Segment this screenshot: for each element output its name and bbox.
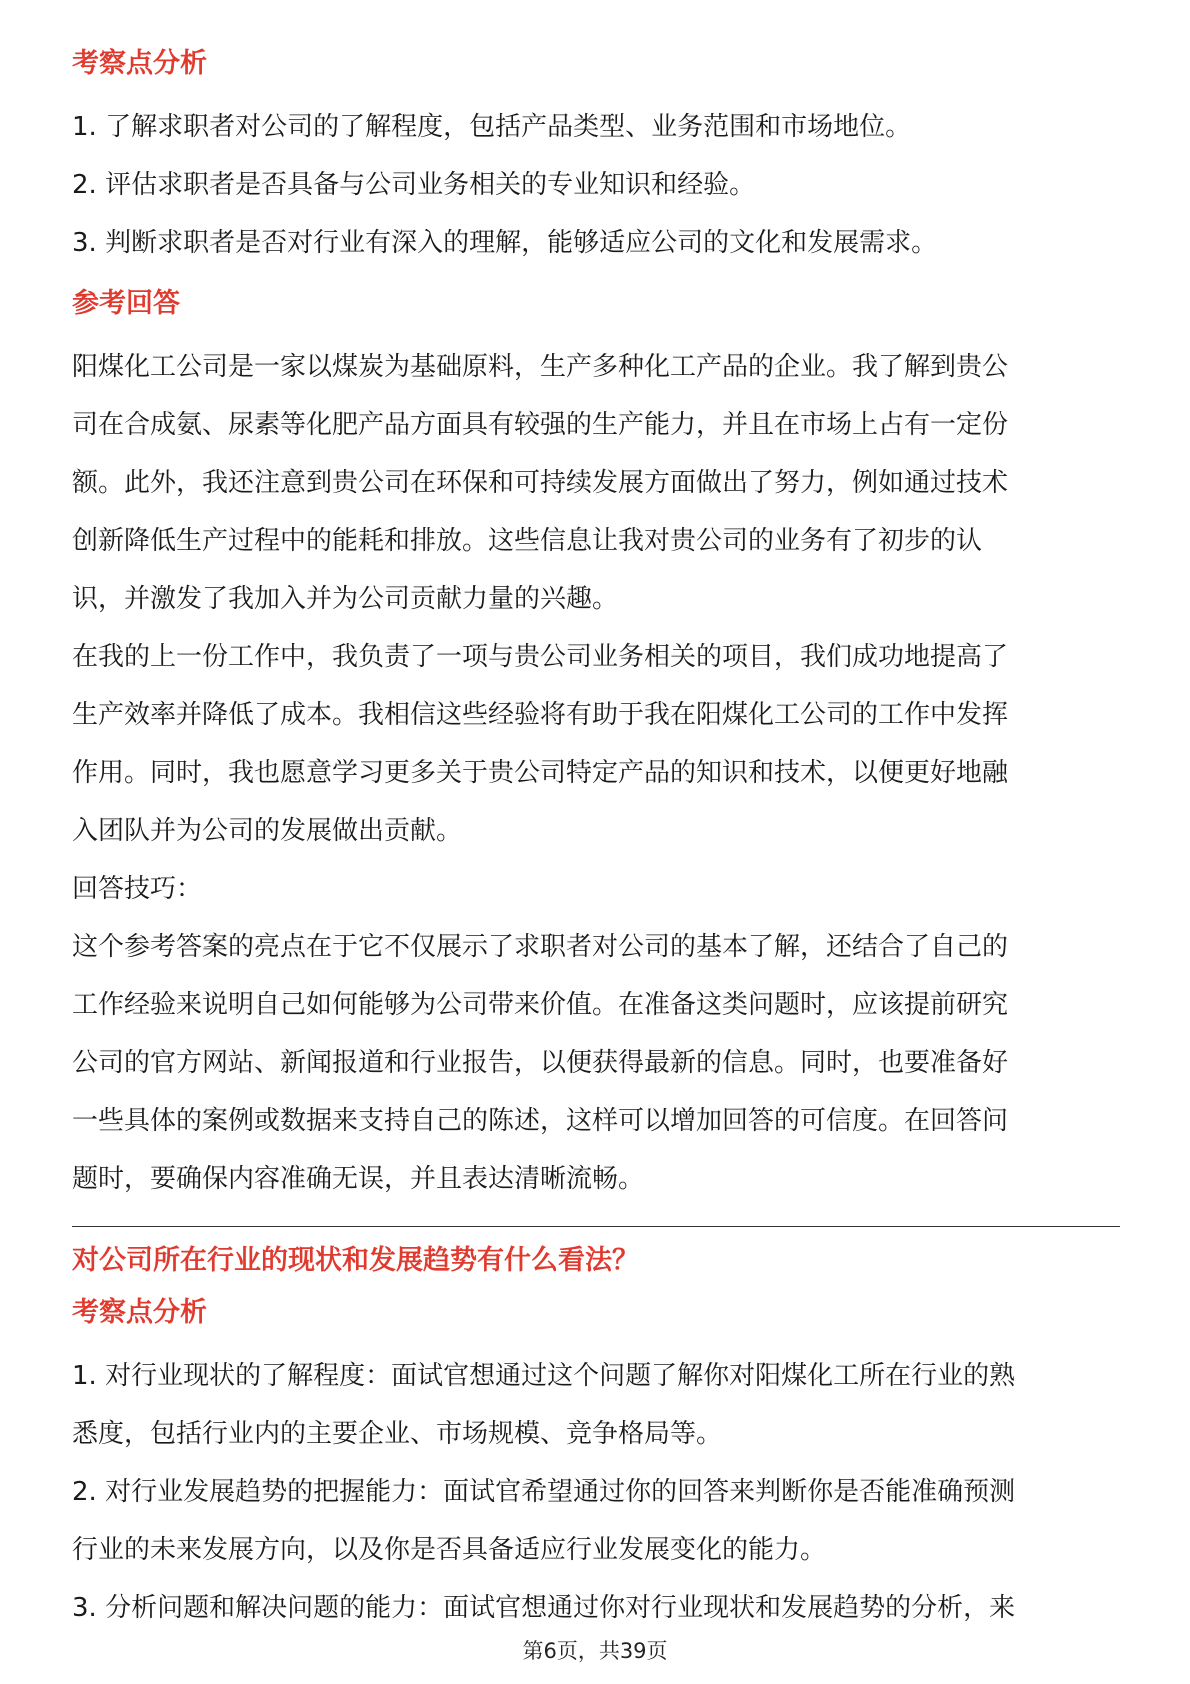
text-line: 公司的官方网站、新闻报道和行业报告，以便获得最新的信息。同时，也要准备好 xyxy=(72,1048,1009,1078)
answer-paragraph-1 xyxy=(72,338,1120,628)
text-line: 创新降低生产过程中的能耗和排放。这些信息让我对贵公司的业务有了初步的认 xyxy=(72,526,983,556)
text-line: 一些具体的案例或数据来支持自己的陈述，这样可以增加回答的可信度。在回答问 xyxy=(72,1106,1009,1136)
analysis-item-2: 2. 评估求职者是否具备与公司业务相关的专业知识和经验。 xyxy=(72,170,756,200)
answer-paragraph-2 xyxy=(72,628,1120,860)
tips-paragraph xyxy=(72,918,1120,1208)
document-body xyxy=(72,44,1120,1637)
text-line: 工作经验来说明自己如何能够为公司带来价值。在准备这类问题时，应该提前研究 xyxy=(72,990,1009,1020)
text-line: 这个参考答案的亮点在于它不仅展示了求职者对公司的基本了解，还结合了自己的 xyxy=(72,932,1009,962)
text-line: 2. 对行业发展趋势的把握能力：面试官希望通过你的回答来判断你是否能准确预测 xyxy=(72,1477,1016,1507)
question-heading: 对公司所在行业的现状和发展趋势有什么看法？ xyxy=(72,1245,639,1276)
text-line: 额。此外，我还注意到贵公司在环保和可持续发展方面做出了努力，例如通过技术 xyxy=(72,468,1009,498)
section-divider xyxy=(72,1226,1120,1227)
text-line: 题时，要确保内容准确无误，并且表达清晰流畅。 xyxy=(72,1164,645,1194)
text-line: 生产效率并降低了成本。我相信这些经验将有助于我在阳煤化工公司的工作中发挥 xyxy=(72,700,1009,730)
analysis-heading-2: 考察点分析 xyxy=(72,1297,207,1328)
analysis-heading-1: 考察点分析 xyxy=(72,48,207,79)
text-line: 行业的未来发展方向，以及你是否具备适应行业发展变化的能力。 xyxy=(72,1535,827,1565)
text-line: 入团队并为公司的发展做出贡献。 xyxy=(72,816,463,846)
text-line: 阳煤化工公司是一家以煤炭为基础原料，生产多种化工产品的企业。我了解到贵公 xyxy=(72,352,1009,382)
text-line: 悉度，包括行业内的主要企业、市场规模、竞争格局等。 xyxy=(72,1419,723,1449)
page-number: 第6页，共39页 xyxy=(522,1639,668,1663)
answer-heading: 参考回答 xyxy=(72,288,180,319)
analysis-list-2 xyxy=(72,1347,1120,1637)
text-line: 在我的上一份工作中，我负责了一项与贵公司业务相关的项目，我们成功地提高了 xyxy=(72,642,1009,672)
text-line: 3. 分析问题和解决问题的能力：面试官想通过你对行业现状和发展趋势的分析，来 xyxy=(72,1593,1016,1623)
text-line: 作用。同时，我也愿意学习更多关于贵公司特定产品的知识和技术，以便更好地融 xyxy=(72,758,1009,788)
text-line: 司在合成氨、尿素等化肥产品方面具有较强的生产能力，并且在市场上占有一定份 xyxy=(72,410,1009,440)
tips-label: 回答技巧： xyxy=(72,874,203,904)
text-line: 识，并激发了我加入并为公司贡献力量的兴趣。 xyxy=(72,584,619,614)
analysis-item-3: 3. 判断求职者是否对行业有深入的理解，能够适应公司的文化和发展需求。 xyxy=(72,228,938,258)
analysis-item-1: 1. 了解求职者对公司的了解程度，包括产品类型、业务范围和市场地位。 xyxy=(72,112,912,142)
text-line: 1. 对行业现状的了解程度：面试官想通过这个问题了解你对阳煤化工所在行业的熟 xyxy=(72,1361,1016,1391)
